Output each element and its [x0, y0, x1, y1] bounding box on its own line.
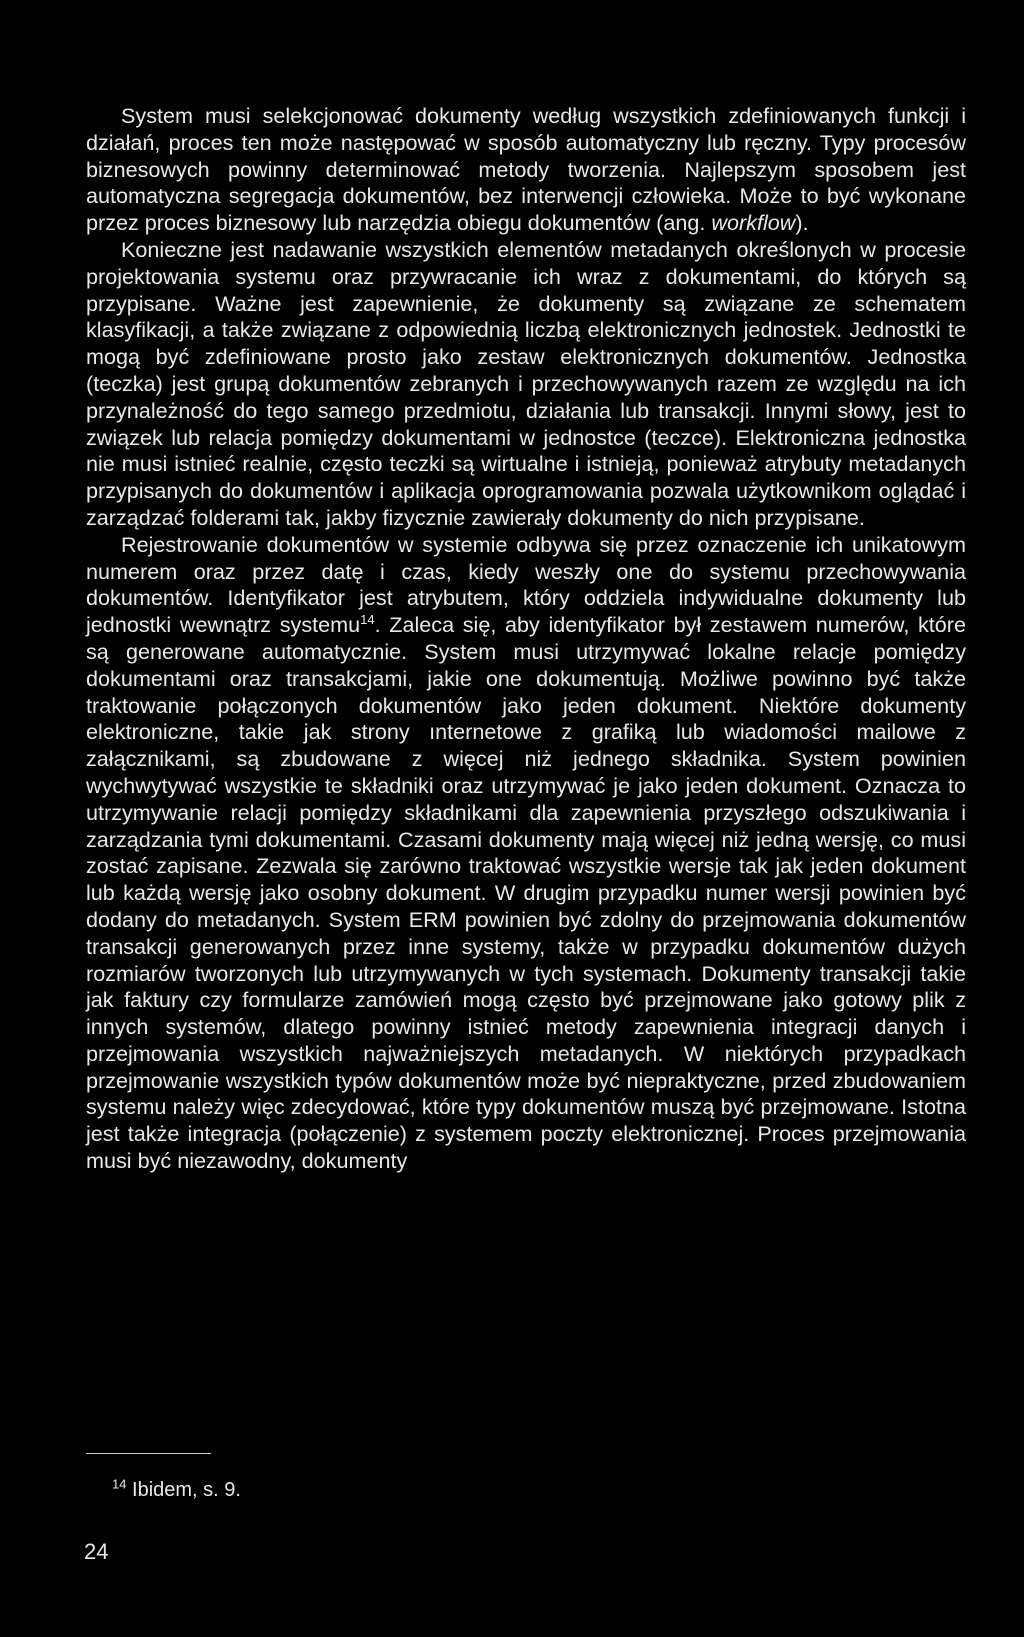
paragraph-3-tail: . Zaleca się, aby identyfikator był zestawem numerów, które są generowane automatycznie. System musi utrzymywać lokalne relacje pomiędzy dokumentami oraz transakcjami, jakie one dokumentują. Możliwe powinno być także traktowanie połączonych dokumentów jako jeden dokument. Niektóre dokumenty elektroniczne, takie jak strony ınternetowe z grafiką lub wiadomości mailowe z załącznikami, są zbudowane z więcej niż jednego składnika. System powinien wychwytywać wszystkie te składniki oraz utrzymywać je jako jeden dokument. Oznacza to utrzymywanie relacji pomiędzy składnikami dla zapewnienia przyszłego odszukiwania i zarządzania tymi dokumentami. Czasami dokumenty mają więcej niż jedną wersję, co musi zostać zapisane. Zezwala się zarówno traktować wszystkie wersje tak jak jeden dokument lub każdą wersję jako osobny dokument. W drugim przypadku numer wersji powinien być dodany do metadanych. System ERM powinien być zdolny do przejmowania dokumentów transakcji generowanych przez inne systemy, także w przypadku dokumentów dużych rozmiarów tworzonych lub utrzymywanych w tych systemach. Dokumenty transakcji takie jak faktury czy formularze zamówień mogą często być przejmowane jako gotowy plik z innych systemów, dlatego powinny istnieć metody zapewnienia integracji danych i przejmowania wszystkich najważniejszych metadanych. W niektórych przypadkach przejmowanie wszystkich typów dokumentów może być niepraktyczne, przed zbudowaniem systemu należy więc zdecydować, które typy dokumentów muszą być przejmowane. Istotna jest także integracja (połączenie) z systemem poczty elektronicznej. Proces przejmowania musi być niezawodny, dokumenty: [86, 612, 966, 1174]
page-number: 24: [84, 1539, 109, 1564]
footnote-text: Ibidem, s. 9.: [132, 1479, 241, 1501]
paragraph-3: [86, 532, 966, 1175]
footnote-reference[interactable]: 14: [360, 611, 375, 627]
paragraph-2: Konieczne jest nadawanie wszystkich elementów metadanych określonych w procesie projektowania systemu oraz przywracanie ich wraz z dokumentami, do których są przypisane. Ważne jest zapewnienie, że dokumenty są związane ze schematem klasyfikacji, a także związane z odpowiednią liczbą elektronicznych jednostek. Jednostki te mogą być zdefiniowane prosto jako zestaw elektronicznych dokumentów. Jednostka (teczka) jest grupą dokumentów zebranych i przechowywanych razem ze względu na ich przynależność do tego samego przedmiotu, działania lub transakcji. Innymi słowy, jest to związek lub relacja pomiędzy dokumentami w jednostce (teczce). Elektroniczna jednostka nie musi istnieć realnie, często teczki są wirtualne i istnieją, ponieważ atrybuty metadanych przypisanych do dokumentów i aplikacja oprogramowania pozwala użytkownikom oglądać i zarządzać folderami tak, jakby fizycznie zawierały dokumenty do nich przypisane.: [86, 236, 966, 530]
body-text: [86, 103, 966, 1175]
paragraph-1-text: System musi selekcjonować dokumenty według wszystkich zdefiniowanych funkcji i działań, proces ten może następować w sposób automatyczny lub ręczny. Typy procesów biznesowych powinny determinować metody tworzenia. Najlepszym sposobem jest automatyczna segregacja dokumentów, bez interwencji człowieka. Może to być wykonane przez proces biznesowy lub narzędzia obiegu dokumentów (ang.: [86, 103, 966, 236]
footnote: [112, 1478, 241, 1502]
footnote-number: 14: [112, 1476, 127, 1492]
paragraph-1-tail: ).: [795, 210, 809, 236]
footnote-separator: [86, 1453, 211, 1454]
paragraph-1: [86, 103, 966, 237]
paragraph-1-emphasis: workflow: [711, 210, 796, 236]
paragraph-3-lead: Rejestrowanie dokumentów w systemie odbywa się przez oznaczenie ich unikatowym numerem oraz przez datę i czas, kiedy weszły one do systemu przechowywania dokumentów. Identyfikator jest atrybutem, który oddziela indywidualne dokumenty lub jednostki wewnątrz systemu: [86, 531, 966, 638]
